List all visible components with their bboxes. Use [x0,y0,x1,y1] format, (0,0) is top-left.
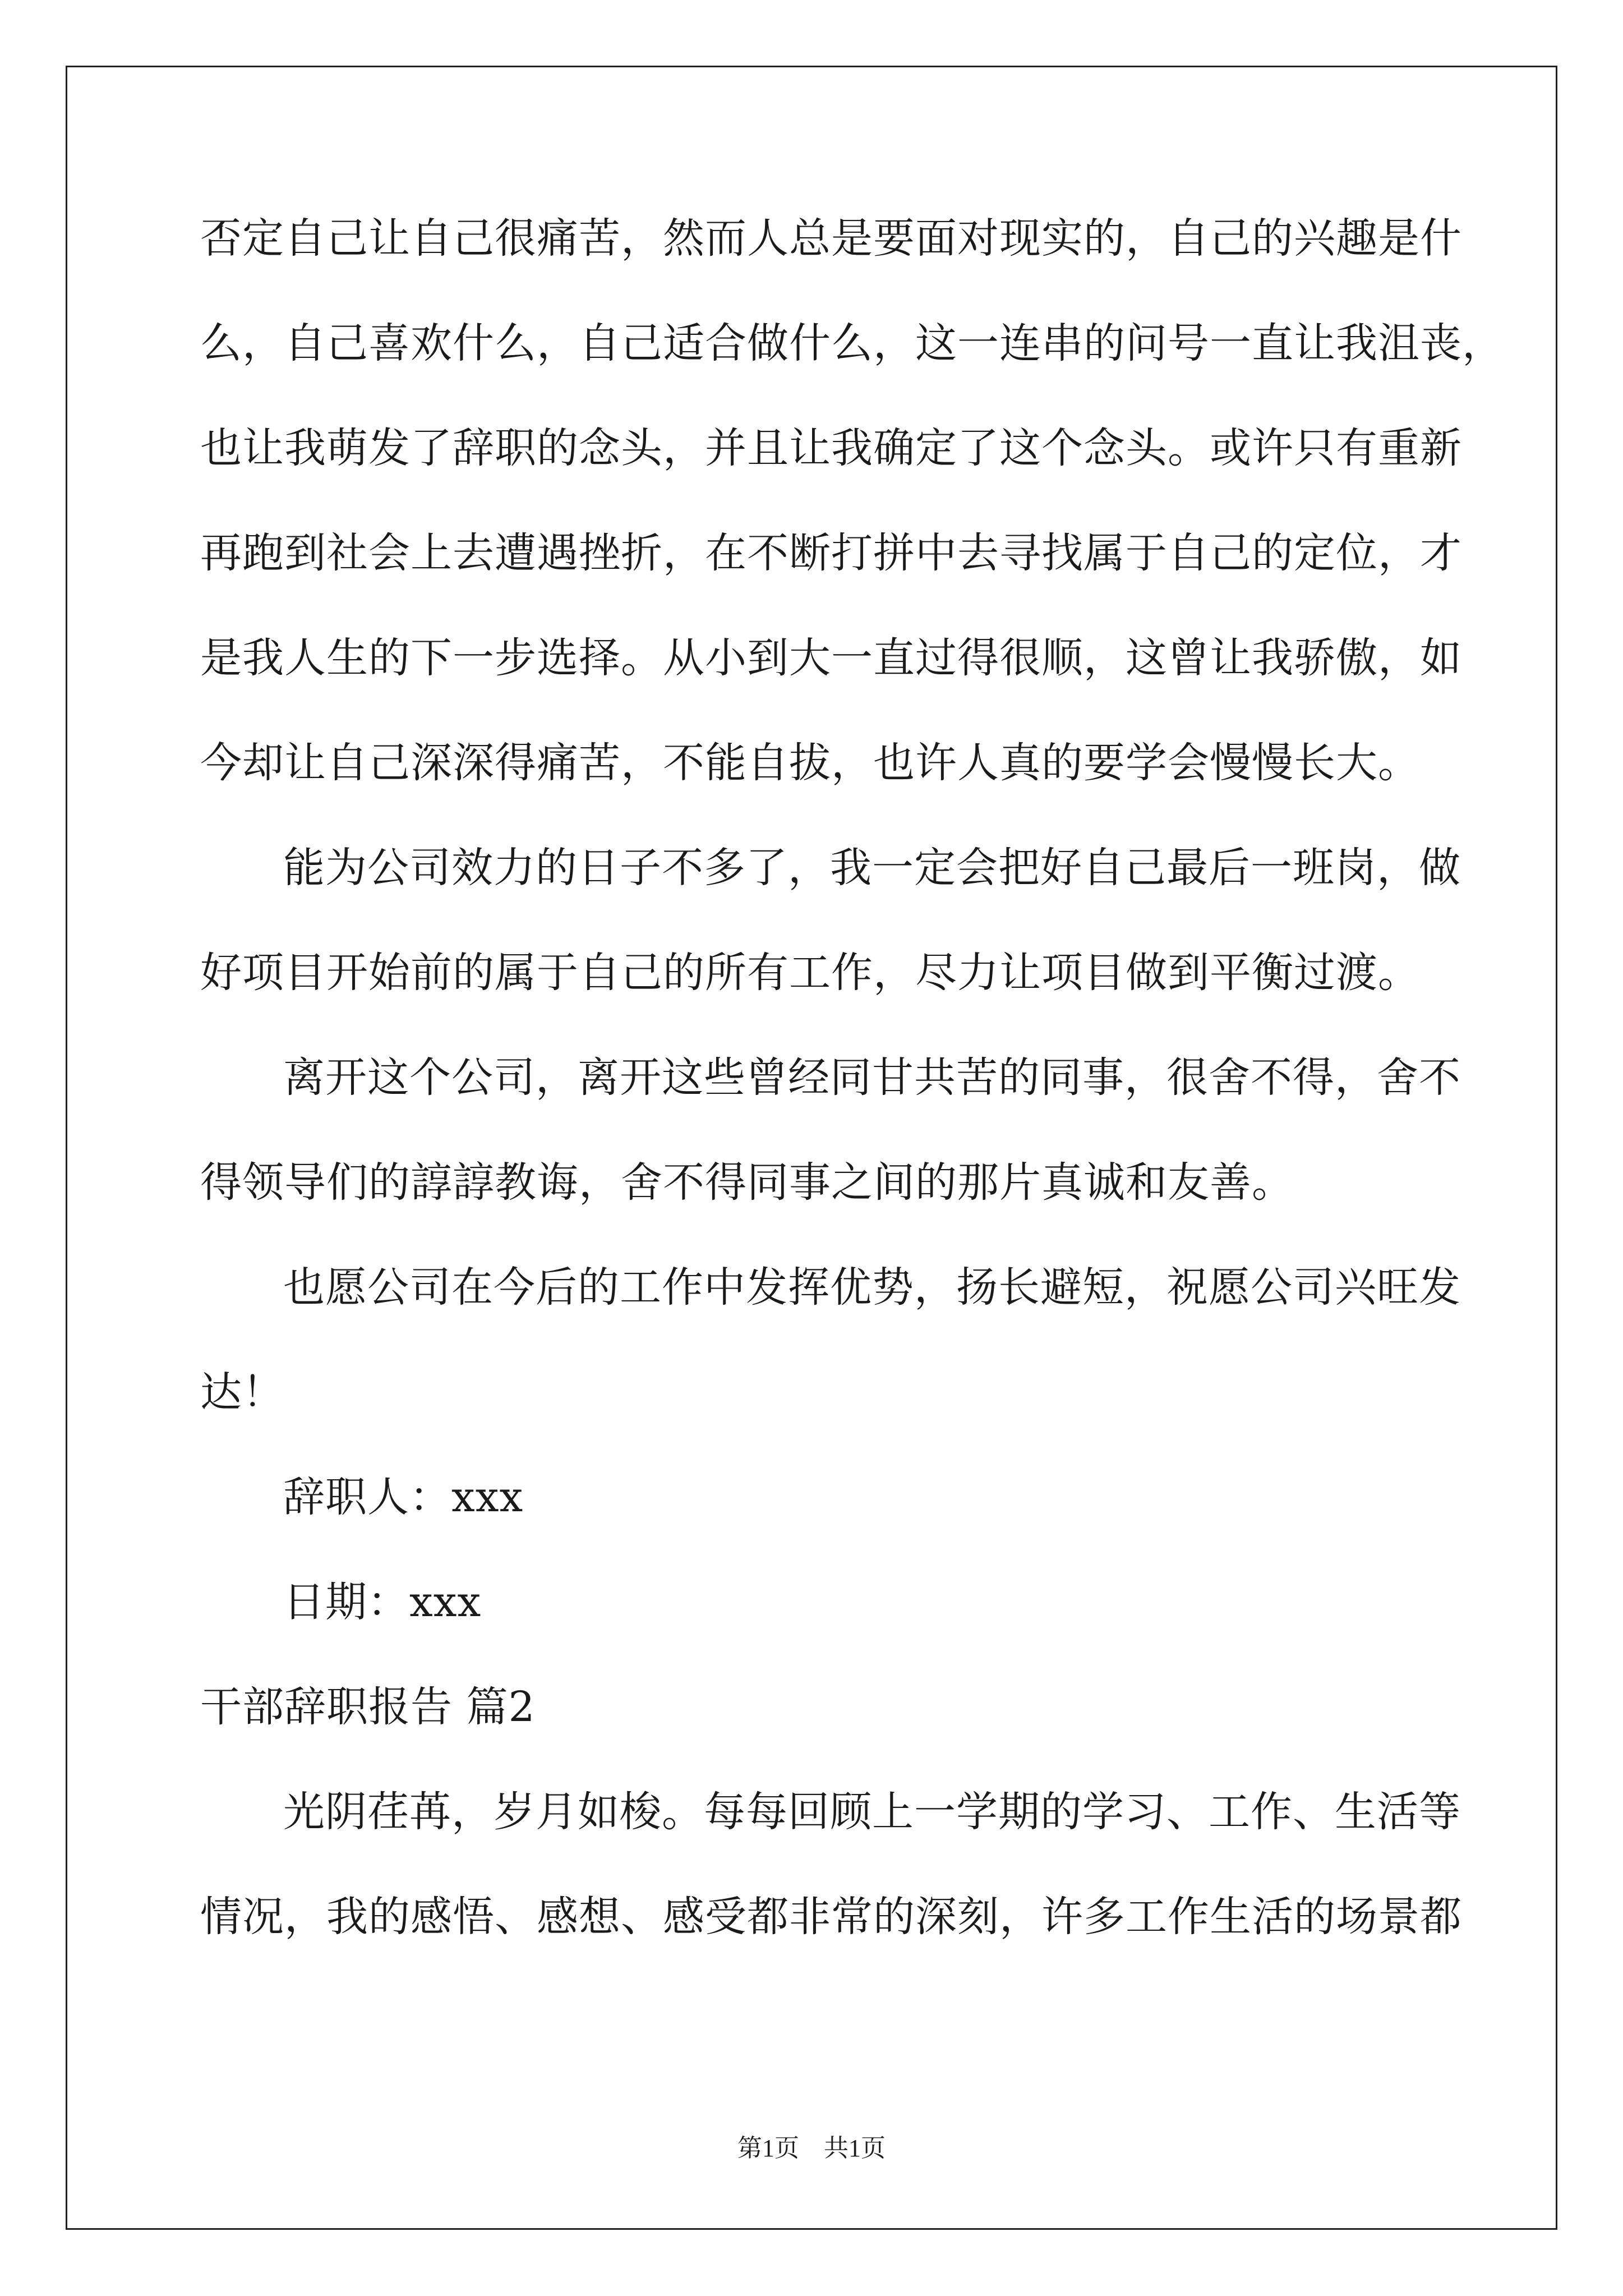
paragraph-line: 也愿公司在今后的工作中发挥优势，扬长避短，祝愿公司兴旺发 [283,1263,1461,1312]
paragraph-line: 光阴荏苒，岁月如梭。每每回顾上一学期的学习、工作、生活等 [283,1788,1461,1836]
paragraph-line: 今却让自己深深得痛苦，不能自拔，也许人真的要学会慢慢长大。 [200,739,1420,787]
paragraph-line: 达！ [200,1368,284,1416]
paragraph-line: 是我人生的下一步选择。从小到大一直过得很顺，这曾让我骄傲，如 [200,634,1462,682]
paragraph-line: 也让我萌发了辞职的念头，并且让我确定了这个念头。或许只有重新 [200,424,1462,472]
signature-line: 辞职人：xxx [283,1473,524,1521]
paragraph-line: 么，自己喜欢什么，自己适合做什么，这一连串的问号一直让我沮丧， [200,319,1504,367]
section-heading: 干部辞职报告 篇2 [200,1683,536,1731]
paragraph-line: 好项目开始前的属于自己的所有工作，尽力让项目做到平衡过渡。 [200,949,1420,997]
paragraph-line: 能为公司效力的日子不多了，我一定会把好自己最后一班岗，做 [283,844,1461,892]
paragraph-line: 得领导们的諄諄教诲，舍不得同事之间的那片真诚和友善。 [200,1158,1294,1207]
paragraph-line: 再跑到社会上去遭遇挫折，在不断打拼中去寻找属于自己的定位，才 [200,529,1462,577]
page-number-footer: 第1页 共1页 [737,2134,886,2162]
paragraph-line: 否定自己让自己很痛苦，然而人总是要面对现实的，自己的兴趣是什 [200,214,1462,263]
paragraph-line: 情况，我的感悟、感想、感受都非常的深刻，许多工作生活的场景都 [200,1893,1462,1941]
paragraph-line: 离开这个公司，离开这些曾经同甘共苦的同事，很舍不得，舍不 [283,1053,1461,1102]
date-line: 日期：xxx [283,1578,482,1626]
